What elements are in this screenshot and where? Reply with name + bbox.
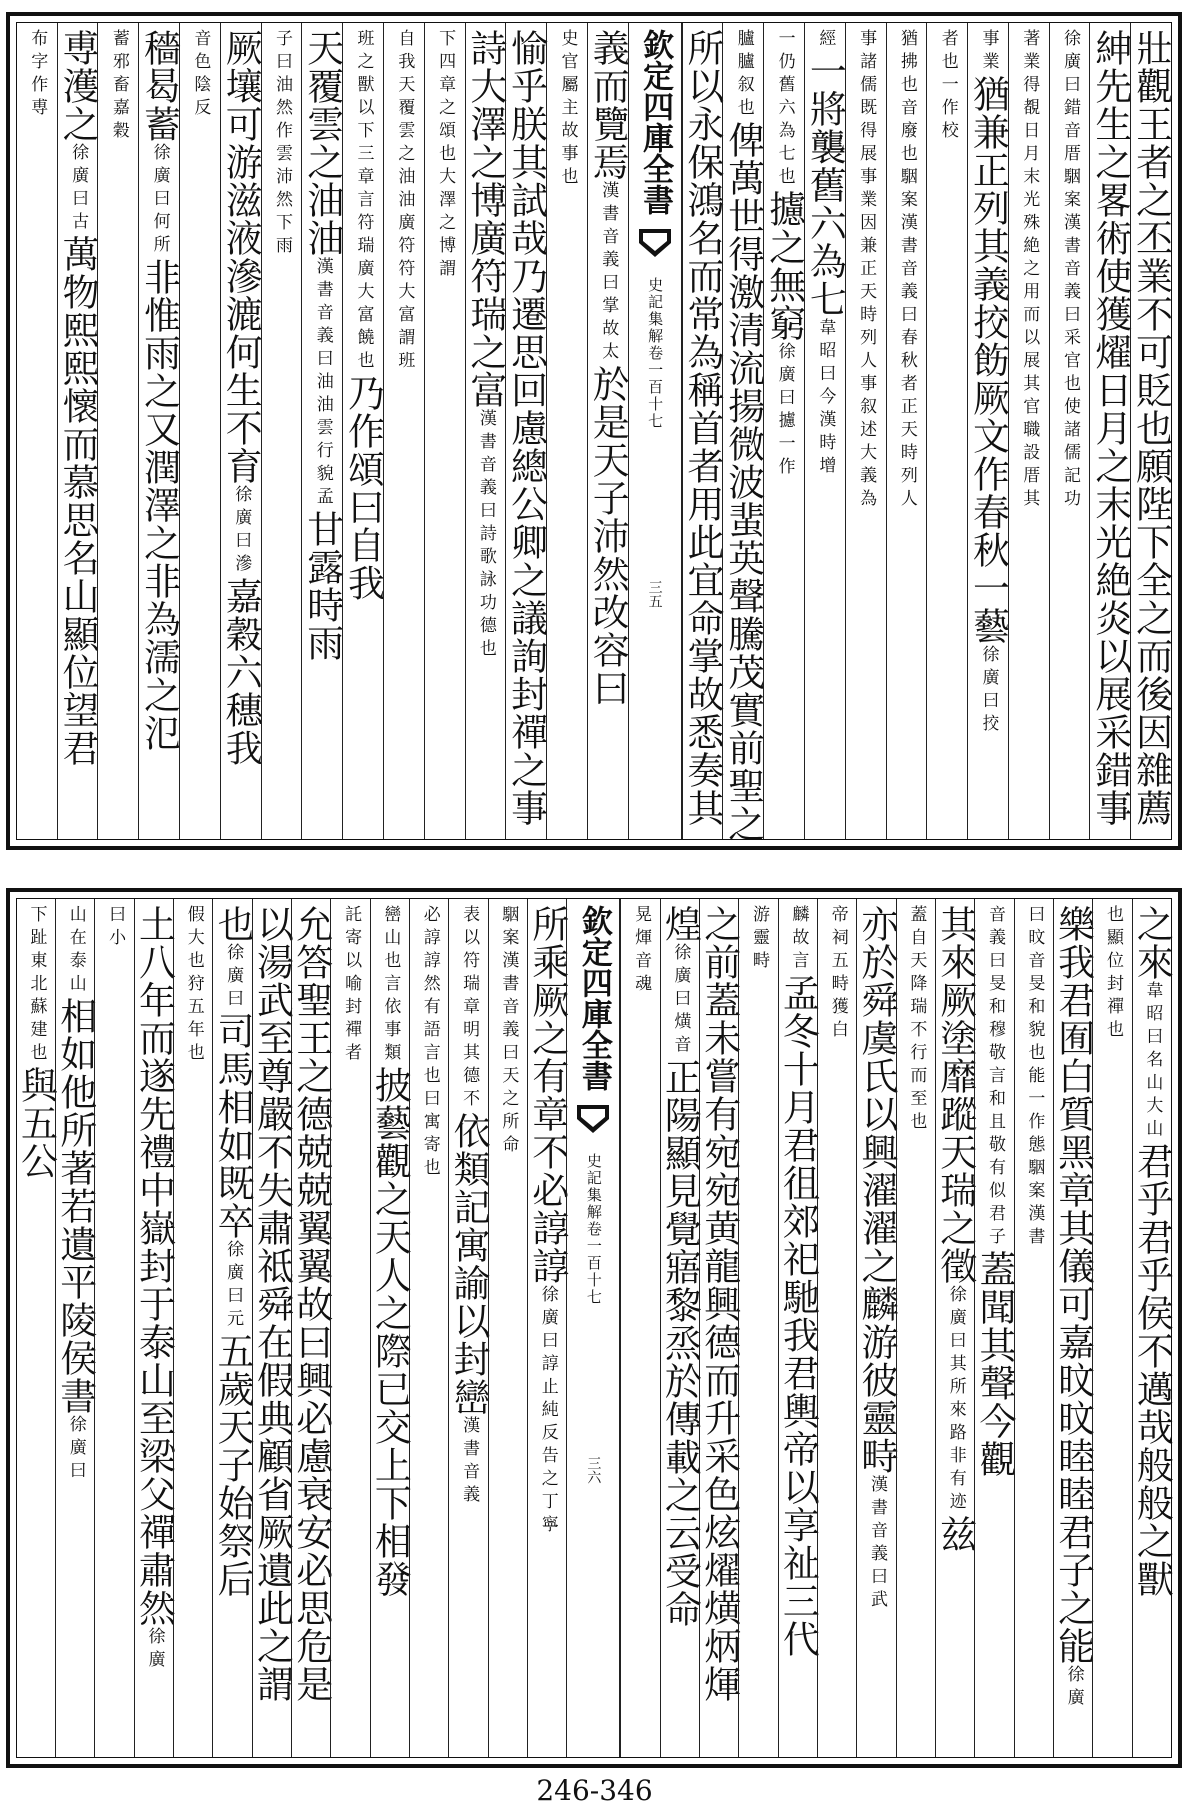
text-column xyxy=(261,23,302,839)
commentary-text: 蘇建也 xyxy=(26,997,47,1066)
lower-page xyxy=(6,888,1182,1768)
text-column xyxy=(132,899,176,1757)
commentary-text: 經 xyxy=(815,29,836,52)
main-text: 之來 xyxy=(1130,905,1174,981)
text-column xyxy=(1049,23,1090,839)
main-text: 所乘厥之有章不必諄諄 xyxy=(525,905,569,1285)
text-column xyxy=(546,23,587,839)
commentary-text: 自我天覆雲之油油廣符符大富謂班 xyxy=(394,29,415,374)
main-text: 樂我君囿白質黑章其儀可嘉旼旼睦睦君子之能 xyxy=(1051,905,1095,1665)
commentary-text: 徐廣曰何所 xyxy=(149,143,170,258)
text-column xyxy=(138,23,179,839)
folio-number: 三五 xyxy=(646,580,663,608)
text-column xyxy=(1089,23,1130,839)
text-column xyxy=(587,23,628,839)
main-text: 披藝觀之天人之際已交上下相發 xyxy=(368,1066,412,1598)
text-column xyxy=(933,899,977,1757)
text-column xyxy=(447,899,491,1757)
text-column xyxy=(409,899,448,1757)
commentary-text: 蓋自天降瑞不行而至也 xyxy=(906,905,927,1135)
commentary-text: 徐廣曰滲 xyxy=(231,485,252,577)
folio-number: 三六 xyxy=(585,1456,602,1484)
text-column xyxy=(330,899,369,1757)
commentary-text: 子曰油然作雲沛然下雨 xyxy=(271,29,292,259)
commentary-text: 駰案漢書音義曰天之所命 xyxy=(498,905,519,1158)
main-text: 以湯武至尊嚴不失肅祗舜在假典顧省厥遺此之謂 xyxy=(250,905,294,1703)
main-text: 厥壤可游滋液滲漉何生不育 xyxy=(219,29,263,485)
commentary-text: 帝祠五畤獲白 xyxy=(827,905,848,1043)
commentary-text: 漢書音義 xyxy=(459,1416,480,1508)
main-text: 五歲天子始祭后 xyxy=(211,1332,255,1598)
main-text: 甘露時雨 xyxy=(300,510,344,662)
text-column xyxy=(17,23,57,839)
commentary-text: 下趾東北 xyxy=(26,905,47,997)
main-text: 萬物熙熙懷而慕思名山顯位望君 xyxy=(56,235,100,767)
center-fold-header xyxy=(566,899,620,1757)
text-column xyxy=(886,23,927,839)
main-text: 君乎君乎侯不邁哉般般之獸 xyxy=(1130,1142,1174,1598)
main-text: 義而覽焉 xyxy=(586,29,630,181)
lower-page-frame xyxy=(16,898,1172,1758)
commentary-text: 漢書音義曰詩歌詠功德也 xyxy=(475,409,496,662)
text-column xyxy=(1130,23,1171,839)
main-text: 所以永保鴻名而常為稱首者用此宜命掌故悉奏其 xyxy=(681,29,725,827)
text-column xyxy=(1092,899,1131,1757)
commentary-text: 山在泰山 xyxy=(65,905,86,997)
text-column xyxy=(301,23,342,839)
text-column xyxy=(721,23,765,843)
upper-page xyxy=(6,12,1182,850)
library-title: 欽定四庫全書 xyxy=(637,29,674,215)
page-code: 246-346 xyxy=(536,1774,653,1807)
main-text: 依類記寓諭以封巒 xyxy=(447,1112,491,1416)
main-text: 正陽顯見覺寤黎烝於傳載之云受命 xyxy=(658,1058,702,1628)
main-text: 亦於舜虞氏以興濯濯之麟游彼靈畤 xyxy=(855,905,899,1475)
text-column xyxy=(250,899,294,1757)
text-column xyxy=(620,899,659,1757)
main-text: 之前蓋未嘗有宛宛黄龍興德而升采色炫燿熿炳煇 xyxy=(697,905,741,1703)
main-text: 於是天子沛然改容曰 xyxy=(586,365,630,707)
commentary-text: 麟故言 xyxy=(788,905,809,974)
text-column xyxy=(424,23,465,839)
text-column xyxy=(57,23,98,839)
text-column xyxy=(967,23,1008,839)
main-text: 猶兼正列其義挍飭厥文作春秋一藝 xyxy=(966,75,1010,645)
text-column xyxy=(97,23,138,839)
text-column xyxy=(1014,899,1053,1757)
text-column xyxy=(926,23,967,839)
commentary-text: 徐廣曰 xyxy=(223,943,244,1012)
text-column xyxy=(289,899,333,1757)
main-text: 一將襲舊六為七 xyxy=(803,52,847,318)
commentary-text: 徐廣曰 xyxy=(65,1415,86,1484)
main-text: 俾萬世得激清流揚微波蜚英聲騰茂實前聖之 xyxy=(721,121,765,843)
main-text: 非惟雨之又潤澤之非為濡之氾 xyxy=(137,258,181,752)
main-text: 孟冬十月君徂郊祀馳我君輿帝以享祉三代 xyxy=(776,974,820,1658)
commentary-text: 布字作尃 xyxy=(27,29,48,121)
commentary-text: 一作校 xyxy=(937,75,958,144)
main-text: 壯觀王者之丕業不可貶也願陛下全之而後因雜薦 xyxy=(1129,29,1173,827)
commentary-text: 韋昭曰今漢時增 xyxy=(815,318,836,479)
main-text: 相如他所著若遺平陵侯書 xyxy=(53,997,97,1415)
main-text: 攄之無窮 xyxy=(762,190,806,342)
text-column xyxy=(488,899,527,1757)
commentary-text: 徐廣曰挍 xyxy=(978,645,999,737)
main-text: 煌 xyxy=(658,905,702,943)
text-column xyxy=(94,899,133,1757)
text-column xyxy=(342,23,383,839)
commentary-text: 假大也 xyxy=(183,905,204,974)
text-column xyxy=(14,899,58,1757)
main-text: 司馬相如既卒 xyxy=(211,1012,255,1240)
commentary-text: 狩五年也 xyxy=(183,974,204,1066)
main-text: 嘉穀六穗我 xyxy=(219,577,263,767)
commentary-text: 漢書音義曰武 xyxy=(867,1475,888,1613)
main-text: 與五公 xyxy=(14,1066,58,1180)
text-column xyxy=(1008,23,1049,839)
commentary-text: 猶拂也音廢也駰案漢書音義曰春秋者正天時列人 xyxy=(896,29,917,512)
commentary-text: 班之獸以下三章言符瑞廣大富饒也 xyxy=(353,29,374,374)
text-column xyxy=(525,899,569,1757)
library-title: 欽定四庫全書 xyxy=(575,905,612,1091)
upper-page-frame xyxy=(16,22,1173,843)
commentary-text: 徐廣 xyxy=(1063,1665,1084,1711)
main-text: 尃濩之 xyxy=(56,29,100,143)
main-text: 乃作頌曰自我 xyxy=(341,374,385,602)
lower-page-columns xyxy=(14,899,1174,1757)
text-column xyxy=(658,899,702,1757)
commentary-text: 游靈畤 xyxy=(749,905,770,974)
main-text: 兹 xyxy=(933,1515,977,1553)
text-column xyxy=(682,23,723,839)
commentary-text: 徐廣曰錯音厝駰案漢書音義曰采官也使諸儒記功 xyxy=(1060,29,1081,512)
text-column xyxy=(817,899,856,1757)
text-column xyxy=(505,23,546,839)
commentary-text: 者也 xyxy=(937,29,958,75)
commentary-text: 徐廣曰元 xyxy=(223,1240,244,1332)
text-column xyxy=(855,899,899,1757)
commentary-text: 巒山也言依事類 xyxy=(380,905,401,1066)
commentary-text: 史官屬主故事也 xyxy=(557,29,578,190)
main-text: 也 xyxy=(211,905,255,943)
main-text: 天覆雲之油油 xyxy=(300,29,344,257)
main-text: 允答聖王之德兢兢翼翼故曰興必慮衰安必思危是 xyxy=(289,905,333,1703)
text-column xyxy=(465,23,506,839)
main-text: 紳先生之畧術使獲燿日月之末光絶炎以展采錯事 xyxy=(1088,29,1132,827)
commentary-text: 曰旼音旻和貌也能一作態駰案漢書 xyxy=(1024,905,1045,1250)
volume-label: 史記集解卷一百十七 xyxy=(646,277,665,430)
text-column xyxy=(220,23,261,839)
commentary-text: 音義曰旻和穆敬言和且敬有似君子 xyxy=(985,905,1006,1250)
text-column xyxy=(53,899,97,1757)
text-column xyxy=(1130,899,1174,1757)
commentary-text: 徐廣曰其所來路非有迹 xyxy=(945,1285,966,1515)
commentary-text: 叙也 xyxy=(733,75,754,121)
commentary-text: 事業 xyxy=(978,29,999,75)
main-text: 土八年而遂先禮中嶽封于泰山至梁父禪肅然 xyxy=(132,905,176,1627)
fishtail-mark-icon xyxy=(575,1101,611,1137)
commentary-text: 託寄以喻封禪者 xyxy=(341,905,362,1066)
text-column xyxy=(173,899,212,1757)
main-text: 蓋聞其聲今觀 xyxy=(973,1250,1017,1478)
main-text: 穡曷蓄 xyxy=(137,29,181,143)
text-column xyxy=(1051,899,1095,1757)
commentary-text: 臚臚 xyxy=(733,29,754,75)
commentary-text: 漢書音義曰掌故太 xyxy=(598,181,619,365)
fishtail-mark-icon xyxy=(637,225,673,261)
text-column xyxy=(896,899,935,1757)
commentary-text: 徐廣曰攄一作 xyxy=(774,342,795,480)
text-column xyxy=(179,23,220,839)
text-column xyxy=(776,899,820,1757)
text-column xyxy=(211,899,255,1757)
commentary-text: 徐廣曰諄止純反告之丁寧 xyxy=(537,1285,558,1538)
commentary-text: 韋昭曰名山大山 xyxy=(1142,981,1163,1142)
commentary-text: 事諸儒既得展事業因兼正天時列人事叙述大義為 xyxy=(856,29,877,512)
main-text: 其來厥塗靡蹤天瑞之徵 xyxy=(933,905,977,1285)
volume-label: 史記集解卷一百十七 xyxy=(584,1153,603,1306)
main-text: 愉乎朕其試哉乃遷思回慮總公卿之議詢封禪之事 xyxy=(504,29,548,827)
commentary-text: 下四章之頌也大澤之博謂 xyxy=(435,29,456,282)
text-column xyxy=(973,899,1017,1757)
commentary-text: 必諄諄然有語言也 xyxy=(419,905,440,1089)
commentary-text: 徐廣 xyxy=(144,1627,165,1673)
commentary-text: 一仍舊六為七也 xyxy=(774,29,795,190)
text-column xyxy=(845,23,886,839)
text-column xyxy=(697,899,741,1757)
text-column xyxy=(763,23,804,839)
upper-page-columns xyxy=(17,23,1173,843)
commentary-text: 蓄邪畜嘉穀 xyxy=(108,29,129,144)
commentary-text: 音色陰反 xyxy=(190,29,211,121)
commentary-text: 表以符瑞章明其德不 xyxy=(459,905,480,1112)
commentary-text: 晃煇音魂 xyxy=(631,905,652,997)
commentary-text: 著業得覩日月末光殊絶之用而以展其官職設厝其 xyxy=(1019,29,1040,512)
text-column xyxy=(738,899,777,1757)
commentary-text: 曰小 xyxy=(105,905,126,951)
text-column xyxy=(804,23,845,839)
main-text: 詩大澤之博廣符瑞之富 xyxy=(463,29,507,409)
center-fold-header xyxy=(628,23,682,839)
text-column xyxy=(368,899,412,1757)
commentary-text: 徐廣曰古 xyxy=(68,143,89,235)
commentary-text: 也顯位封禪也 xyxy=(1103,905,1123,1043)
text-column xyxy=(383,23,424,839)
commentary-text: 漢書音義曰油油雲行貌孟 xyxy=(312,257,333,510)
commentary-text: 曰寓寄也 xyxy=(419,1089,440,1181)
commentary-text: 徐廣曰熿音 xyxy=(670,943,691,1058)
